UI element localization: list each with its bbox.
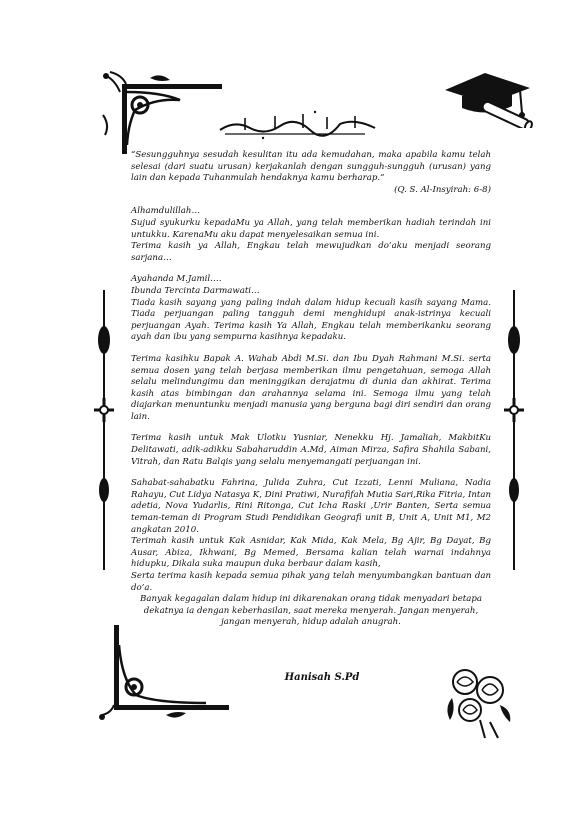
dedication-text [131, 150, 491, 629]
family-paragraph: Terima kasih untuk Mak Ulotku Yusniar, Nenekku Hj. Jamaliah, MakbitKu Delitawati, adik-adikku Sabaharuddin A.Md, Aiman Mirza, Safira Shahila Sabani, Vitrah, dan Ratu Balqis yang selalu menyemangati perjuangan ini. [131, 433, 491, 467]
quran-reference: (Q. S. Al-Insyirah: 6-8) [394, 184, 491, 195]
roses-icon [440, 660, 520, 740]
signature: Hanisah S.Pd [284, 672, 360, 683]
vertical-ornament-right-icon [502, 290, 526, 570]
vertical-ornament-left-icon [92, 290, 116, 570]
graduation-cap-diploma-icon [440, 68, 540, 128]
lecturers-paragraph: Terima kasihku Bapak A. Wahab Abdi M.Si. dan Ibu Dyah Rahmani M.Si. serta semua dosen yang telah berjasa memberikan ilmu pengetahuan, semoga Allah selalu melindungimu dan meninggikan derajatmu di dunia dan akhirat. Terima kasih atas bimbingan dan arahannya selama ini. Semoga ilmu yang telah diajarkan menuntunku menjadi manusia yang berguna bagi diri sendiri dan orang lain. [131, 353, 491, 422]
thanks-allah-paragraph: Sujud syukurku kepadaMu ya Allah, yang telah memberikan hadiah terindah ini untukku. KarenaMu aku dapat menyelesaikan semua ini. [131, 217, 491, 240]
closing-quote: Banyak kegagalan dalam hidup ini dikarenakan orang tidak menyadari betapa dekatnya ia dengan keberhasilan, saat mereka menyerah. Jangan menyerah, jangan menyerah, hidup adalah anugrah. [140, 594, 482, 628]
ayahanda-line: Ayahanda M.Jamil…. [131, 274, 222, 285]
ornamental-corner-top-left-icon [100, 70, 230, 155]
basmala-calligraphy-icon [215, 108, 380, 140]
parents-paragraph: Tiada kasih sayang yang paling indah dalam hidup kecuali kasih sayang Mama. Tiada perjuangan paling tangguh demi menghidupi anak-istrinya kecuali perjuangan Ayah. Terima kasih Ya Allah, Engkau telah memberikanku seorang ayah dan ibu yang sempurna kasihnya kepadaku. [131, 297, 491, 343]
quran-quote: “Sesungguhnya sesudah kesulitan itu ada kemudahan, maka apabila kamu telah selesai (dari suatu urusan) kerjakanlah dengan sungguh-sungguh (urusan) yang lain dan kepada Tuhanmulah hendaknya kamu berharap.” [131, 150, 491, 184]
friends-paragraph-2: Terimah kasih untuk Kak Asnidar, Kak Mida, Kak Mela, Bg Ajir, Bg Dayat, Bg Ausar, Abiza, Ikhwani, Bg Memed, Bersama kalian telah warnai indahnya hidupku, Dikala suka maupun duka berbaur dalam kasih, [131, 536, 491, 570]
friends-paragraph: Sahabat-sahabatku Fahrina, Julida Zuhra, Cut Izzati, Lenni Muliana, Nadia Rahayu, Cut Lidya Natasya K, Dini Pratiwi, Nurafifah Mutia Sari,Rika Fitria, Intan adetia, Nova Yudarlis, Rini Ritonga, Cut Icha Raski ,Urir Banten, Serta semua teman-teman di Program Studi Pendidikan Geografi unit B, Unit A, Unit M1, M2 angkatan 2010. [131, 478, 491, 535]
alhamdulillah-line: Alhamdulillah… [131, 206, 201, 217]
thanks-allah-paragraph-2: Terima kasih ya Allah, Engkau telah mewujudkan do’aku menjadi seorang sarjana… [131, 241, 491, 263]
ornamental-corner-bottom-left-icon [96, 615, 236, 725]
ibunda-line: Ibunda Tercinta Darmawati… [131, 285, 260, 296]
friends-paragraph-3: Serta terima kasih kepada semua pihak yang telah menyumbangkan bantuan dan do’a. [131, 571, 491, 593]
